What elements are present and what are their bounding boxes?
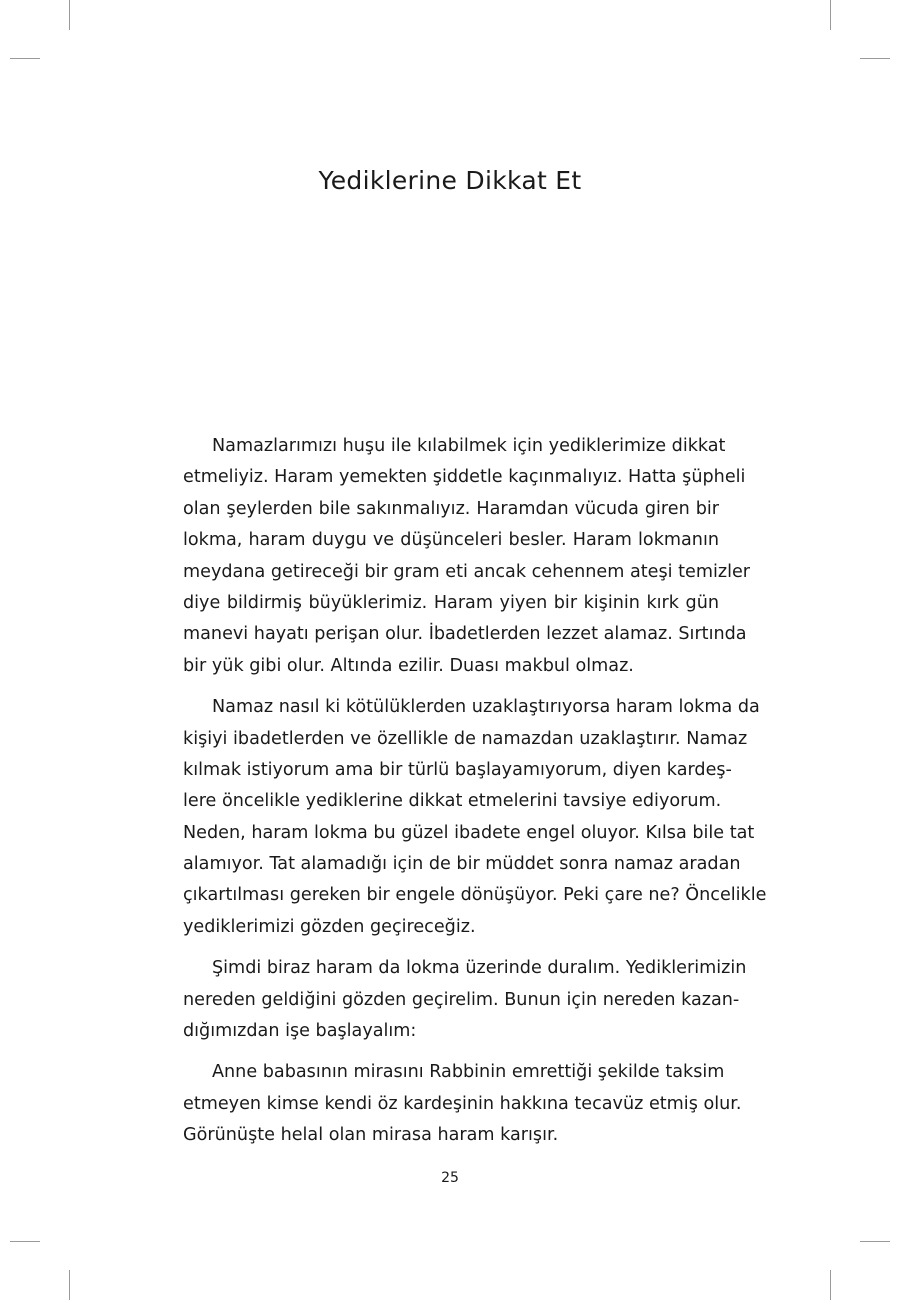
crop-mark-top-left-vertical (69, 0, 70, 30)
text-line: yediklerimizi gözden geçireceğiz. (183, 916, 476, 937)
text-line: Neden, haram lokma bu güzel ibadete engel oluyor. Kılsa bile tat (183, 822, 755, 843)
crop-mark-top-left-horizontal (10, 58, 40, 59)
text-line: Namazlarımızı huşu ile kılabilmek için yediklerimize dikkat (212, 436, 726, 456)
text-line: lokma, haram duygu ve düşünceleri besler. Haram lokmanın (183, 530, 719, 551)
text-line: meydana getireceği bir gram eti ancak cehennem ateşi temizler (183, 561, 751, 582)
paragraph-2 (183, 692, 767, 943)
text-line: bir yük gibi olur. Altında ezilir. Duası makbul olmaz. (183, 655, 634, 676)
paragraph-4 (183, 1057, 742, 1151)
crop-mark-top-right-vertical (830, 0, 831, 30)
text-line: alamıyor. Tat alamadığı için de bir müddet sonra namaz aradan (183, 854, 741, 875)
text-line: etmeyen kimse kendi öz kardeşinin hakkına tecavüz etmiş olur. (183, 1093, 742, 1114)
crop-mark-bottom-left-horizontal (10, 1241, 40, 1242)
text-line: çıkartılması gereken bir engele dönüşüyor. Peki çare ne? Öncelikle (183, 885, 767, 906)
text-line: nereden geldiğini gözden geçirelim. Bunun için nereden kazan- (183, 989, 740, 1010)
body-text (183, 431, 767, 1162)
page-number: 25 (441, 1170, 459, 1186)
text-line: Anne babasının mirasını Rabbinin emrettiği şekilde taksim (212, 1062, 725, 1083)
text-line: dığımızdan işe başlayalım: (183, 1021, 417, 1042)
paragraph-1 (183, 431, 751, 682)
text-line: kılmak istiyorum ama bir türlü başlayamıyorum, diyen kardeş- (183, 759, 732, 780)
text-line: Şimdi biraz haram da lokma üzerinde duralım. Yediklerimizin (212, 958, 747, 979)
crop-mark-top-right-horizontal (860, 58, 890, 59)
crop-mark-bottom-right-horizontal (860, 1241, 890, 1242)
crop-mark-bottom-right-vertical (830, 1270, 831, 1300)
text-line: lere öncelikle yediklerine dikkat etmelerini tavsiye ediyorum. (183, 791, 722, 812)
text-line: Namaz nasıl ki kötülüklerden uzaklaştırıyorsa haram lokma da (212, 697, 760, 718)
text-line: diye bildirmiş büyüklerimiz. Haram yiyen bir kişinin kırk gün (183, 592, 719, 613)
text-line: kişiyi ibadetlerden ve özellikle de namazdan uzaklaştırır. Namaz (183, 728, 748, 749)
crop-mark-bottom-left-vertical (69, 1270, 70, 1300)
text-line: manevi hayatı perişan olur. İbadetlerden lezzet alamaz. Sırtında (183, 624, 747, 645)
text-line: olan şeylerden bile sakınmalıyız. Haramdan vücuda giren bir (183, 498, 719, 519)
text-line: etmeliyiz. Haram yemekten şiddetle kaçınmalıyız. Hatta şüpheli (183, 467, 746, 488)
paragraph-3 (183, 953, 747, 1047)
text-line: Görünüşte helal olan mirasa haram karışır. (183, 1125, 559, 1146)
chapter-title: Yediklerine Dikkat Et (318, 166, 582, 195)
